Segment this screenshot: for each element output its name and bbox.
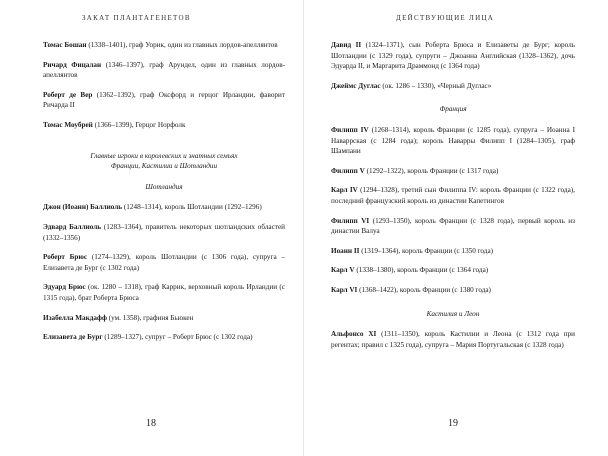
subsection-france: Франция [439,105,467,114]
person-entry [43,222,285,243]
person-description: (1289–1327), супруг – Роберт Брюс (с 1302 года) [102,333,253,342]
person-name: Иоанн II [331,246,360,255]
person-name: Джон (Иоанн) Баллиоль [43,203,123,212]
right-page [304,0,608,456]
left-page-body [43,40,285,352]
person-entry [43,202,285,213]
person-entry [331,125,575,157]
person-entry [331,185,575,206]
subsection-scotland: Шотландия [145,182,183,191]
person-entry [43,40,285,51]
person-description: (1294–1328), третий сын Филиппа IV: король Франции (с 1322 года), последний французский король из династии Капетингов [331,186,575,205]
person-description: (1366–1399), Герцог Норфолк [92,120,186,129]
person-description: (1293–1350), король Франции (с 1328 года), первый король из династии Валуа [331,216,575,236]
person-name: Елизавета де Бург [43,333,103,342]
entries-france [331,125,575,296]
person-entry [331,246,575,257]
person-name: Эдуард Брюс [43,283,86,292]
person-description: (1368–1422), король Франции (с 1380 года) [357,285,491,294]
person-entry [331,81,575,92]
person-name: Филипп V [331,166,365,175]
person-name: Томас Моубрей [43,120,93,129]
person-description: (1268–1314), король Франции (с 1285 года), супруга – Иоанна I Наваррская (с 1284 года); король Наварры Филипп I (1284–1305), граф Шампани [331,125,575,156]
person-entry [331,265,575,276]
person-name: Карл VI [331,285,358,294]
person-description: (1338–1380), король Франции (с 1364 года) [354,266,489,275]
page-number-left: 18 [146,418,156,429]
person-description: (1292–1322), король Франции (с 1317 года) [364,166,499,175]
person-description: (ум. 1358), графиня Бьюкен [106,313,194,322]
person-entry [331,40,575,72]
person-name: Карл IV [331,186,358,195]
person-entry [43,60,285,81]
person-name: Томас Бошан [43,41,87,49]
person-description: (ок. 1280 – 1318), граф Каррик, верховный король Ирландии (с 1315 года), брат Роберта Брюса [43,283,285,302]
person-entry [43,332,285,343]
section-heading-line-1: Главные игроки в королевских и знатных семьях [90,151,238,160]
person-description: (ок. 1286 – 1330), «Черный Дуглас» [380,81,492,90]
person-entry [43,313,285,324]
person-entry [331,216,575,237]
page-number-right: 19 [448,418,458,429]
right-page-body [331,40,575,359]
person-name: Роберт де Вер [43,90,93,99]
person-name: Карл V [331,266,355,275]
person-name: Филипп IV [331,125,369,134]
person-description: (1311–1350), король Кастилии и Леона (с 1312 года при регентах; правил с 1325 года), супруга – Мария Португальская (с 1328 года) [331,330,575,349]
running-head-right: ДЕЙСТВУЮЩИЕ ЛИЦА [396,14,495,22]
person-description: (1248–1314), король Шотландии (1292–1296) [122,203,262,212]
entries-english-lords [43,40,285,131]
person-entry [331,329,575,350]
person-description: (1338–1401), граф Уорик, один из главных лордов-апеллянтов [86,41,278,49]
person-description: (1319–1364), король Франции (с 1350 года) [359,246,494,255]
person-name: Альфонсо XI [331,330,377,339]
person-name: Джеймс Дуглас [331,81,381,90]
person-entry [331,285,575,296]
entries-scotland-continued [331,40,575,91]
person-entry [43,282,285,303]
person-entry [331,166,575,177]
section-heading-major-players [43,151,285,172]
person-description: (1346–1397), граф Арундел, один из главных лордов-апеллянтов [43,60,285,80]
entries-scotland [43,202,285,342]
person-name: Филипп VI [331,216,370,225]
person-name: Изабелла Макдафф [43,313,107,322]
section-heading-line-2: Франции, Кастилии и Шотландии [110,162,218,171]
person-description: (1362–1392), граф Оксфорд и герцог Ирландии, фаворит Ричарда II [43,90,286,110]
person-description: (1283–1364), правитель некоторых шотландских областей (1332–1356) [43,222,285,242]
subsection-castile: Кастилия и Леон [426,309,480,318]
person-description: (1274–1329), король Шотландии (с 1306 года), супруга – Елизавета де Бург (с 1302 года) [43,253,285,272]
person-name: Эдвард Баллиоль [43,222,102,231]
person-entry [43,120,285,131]
person-name: Ричард Фицалан [43,60,102,69]
person-entry [43,252,285,273]
person-name: Роберт Брюс [43,253,88,262]
person-description: (1324–1371), сын Роберта Брюса и Елизаветы де Бург; король Шотландии (с 1329 года), супруги – Джоанна Английская (1328–1362), дочь Эдуарда II, и Маргарита Драммонд (с 1364 года) [331,41,575,71]
person-name: Давид II [331,41,362,49]
person-entry [43,90,285,111]
running-head-left: ЗАКАТ ПЛАНТАГЕНЕТОВ [82,14,191,22]
entries-castile [331,329,575,350]
